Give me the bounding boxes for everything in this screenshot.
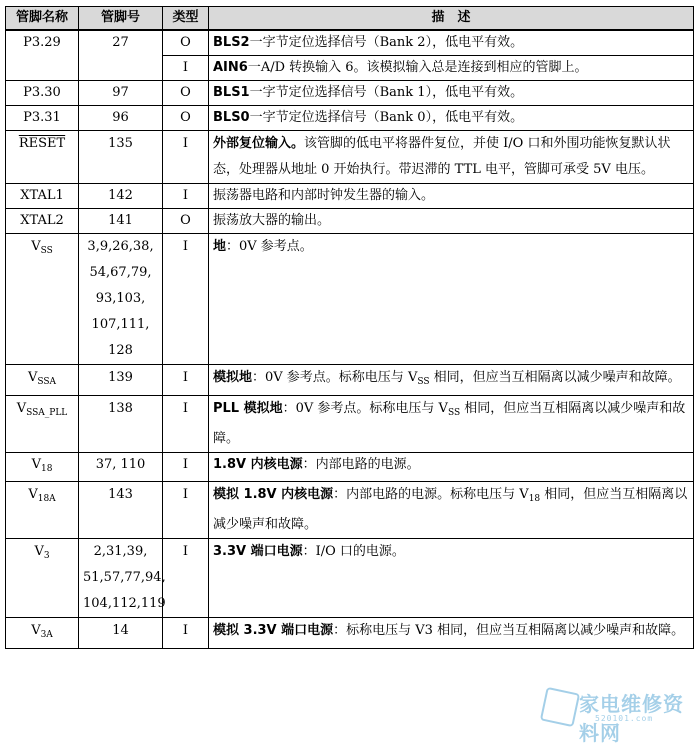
pin-name-sub: SS (40, 246, 53, 256)
desc-bold: 地 (213, 239, 227, 254)
pin-number: 143 (79, 482, 163, 539)
watermark-text: 家电维修资料网 (579, 692, 684, 745)
pin-type: I (163, 618, 209, 649)
pin-name-sub: 18A (37, 494, 56, 504)
pin-type: I (163, 56, 209, 81)
pin-type: O (163, 30, 209, 56)
pin-description (209, 131, 694, 184)
desc-sub: SS (417, 377, 430, 387)
pin-name-sub: 3A (40, 630, 53, 640)
pin-name-main: V (16, 401, 27, 416)
pin-description (209, 396, 694, 453)
pin-name-sub: 3 (43, 551, 50, 561)
pin-type: I (163, 539, 209, 618)
pin-number: 139 (79, 365, 163, 396)
pin-description (209, 539, 694, 618)
table-row (6, 482, 694, 539)
table-row (6, 30, 694, 56)
pin-number-line: 3,9,26,38, (87, 239, 154, 254)
pin-type: I (163, 396, 209, 453)
desc-text: ：0V 参考点。 (226, 239, 313, 254)
pin-number: 27 (79, 30, 163, 81)
pin-name-main: V (28, 487, 38, 502)
pin-number: 135 (79, 131, 163, 184)
pin-name: XTAL2 (6, 209, 79, 234)
pin-name-main: V (31, 457, 41, 472)
table-row (6, 396, 694, 453)
desc-text: ：内部电路的电源。标称电压与 V (333, 487, 529, 502)
pin-name: P3.30 (6, 81, 79, 106)
pin-description (209, 234, 694, 365)
pin-description (209, 618, 694, 649)
table-row (6, 81, 694, 106)
desc-sub: 18 (528, 494, 541, 504)
pin-number-line: 104,112,119 (83, 596, 166, 611)
pin-name (6, 234, 79, 365)
pin-description (209, 365, 694, 396)
header-type: 类型 (163, 7, 209, 31)
header-pin-name: 管脚名称 (6, 7, 79, 31)
pin-number: 142 (79, 184, 163, 209)
pin-number (79, 234, 163, 365)
pin-type: I (163, 365, 209, 396)
pin-number: 141 (79, 209, 163, 234)
desc-text: 一字节定位选择信号（Bank 0），低电平有效。 (249, 110, 524, 125)
pin-number-line: 93,103, (95, 291, 146, 306)
pin-number (79, 539, 166, 618)
pin-type: O (163, 106, 209, 131)
pin-number-line: 51,57,77,94, (83, 570, 166, 585)
pin-description (209, 106, 694, 131)
desc-bold: 外部复位输入。 (213, 136, 305, 151)
desc-bold: BLS1 (213, 85, 250, 100)
pin-number-line: 2,31,39, (93, 544, 148, 559)
pin-type: I (163, 482, 209, 539)
pin-number-line: 128 (108, 343, 133, 358)
desc-bold: BLS2 (213, 35, 250, 50)
table-row (6, 184, 694, 209)
pin-number-line: 107,111, (91, 317, 150, 332)
pin-description: 振荡放大器的输出。 (209, 209, 694, 234)
desc-text: 一字节定位选择信号（Bank 1），低电平有效。 (249, 85, 524, 100)
desc-bold: 3.3V 端口电源 (213, 544, 303, 559)
table-row (6, 234, 694, 365)
pin-number: 14 (79, 618, 163, 649)
pin-type: O (163, 81, 209, 106)
pin-name-sub: 18 (40, 464, 53, 474)
desc-text: ：0V 参考点。标称电压与 V (282, 401, 448, 416)
desc-text: 相同，但应当互相隔离以减少噪声和故障。 (429, 370, 681, 385)
desc-bold: BLS0 (213, 110, 250, 125)
pin-name: XTAL1 (6, 184, 79, 209)
header-description: 描 述 (209, 7, 694, 31)
table-row (6, 106, 694, 131)
desc-text: ：标称电压与 V3 相同，但应当互相隔离以减少噪声和故障。 (333, 623, 685, 638)
pin-name (6, 365, 79, 396)
pin-type: O (163, 209, 209, 234)
watermark-logo-icon (540, 687, 580, 727)
pin-description: 振荡器电路和内部时钟发生器的输入。 (209, 184, 694, 209)
pin-type: I (163, 234, 209, 365)
pin-name (6, 482, 79, 539)
pin-description (209, 482, 694, 539)
pin-number: 96 (79, 106, 163, 131)
desc-text: 该管脚的低电平将器件复位，并使 I/O 口和外围功能恢复默认状态，处理器从地址 0 开始执行。带迟滞的 TTL 电平，管脚可承受 5V 电压。 (213, 136, 671, 177)
header-pin-number: 管脚号 (79, 7, 163, 31)
pin-name-text: RESET (18, 136, 66, 151)
desc-text: 相同，但应当互相隔离以减少噪声和故障。 (213, 401, 686, 446)
pin-name: P3.29 (6, 30, 79, 81)
desc-bold: 1.8V 内核电源 (213, 457, 303, 472)
pin-name-sub: SSA (37, 377, 57, 387)
table-row (6, 618, 694, 649)
desc-text: 相同，但应当互相隔离以减少噪声和故障。 (213, 487, 688, 532)
desc-text: ：内部电路的电源。 (302, 457, 420, 472)
desc-text: 一字节定位选择信号（Bank 2），低电平有效。 (249, 35, 524, 50)
pin-name-main: V (27, 370, 38, 385)
pin-name (6, 618, 79, 649)
desc-sub: SS (447, 408, 461, 418)
pin-name-main: V (34, 544, 44, 559)
pin-name-main: V (31, 623, 41, 638)
pin-number: 37, 110 (79, 453, 163, 482)
desc-bold: AIN6 (213, 60, 248, 75)
table-row (6, 365, 694, 396)
watermark-url: 520101.com (595, 714, 654, 723)
pin-name (6, 453, 79, 482)
pin-type: I (163, 131, 209, 184)
pin-number-line: 54,67,79, (89, 265, 152, 280)
pin-number: 97 (79, 81, 163, 106)
table-header-row (6, 7, 694, 31)
pin-number: 138 (79, 396, 163, 453)
table-row (6, 539, 694, 618)
pin-description-table (5, 6, 694, 649)
desc-text: ：I/O 口的电源。 (302, 544, 405, 559)
desc-bold: 模拟地 (213, 370, 253, 385)
pin-description (209, 30, 694, 56)
pin-name (6, 539, 79, 618)
table-row (6, 131, 694, 184)
desc-text: 一A/D 转换输入 6。该模拟输入总是连接到相应的管脚上。 (247, 60, 588, 75)
desc-text: ：0V 参考点。标称电压与 V (252, 370, 418, 385)
desc-bold: 模拟 3.3V 端口电源 (213, 623, 334, 638)
pin-name (6, 131, 79, 184)
desc-bold: 模拟 1.8V 内核电源 (213, 487, 334, 502)
pin-description (209, 56, 694, 81)
watermark (543, 688, 693, 745)
pin-type: I (163, 453, 209, 482)
pin-name: P3.31 (6, 106, 79, 131)
pin-name (6, 396, 79, 453)
pin-name-main: V (31, 239, 41, 254)
pin-description (209, 453, 694, 482)
table-row (6, 453, 694, 482)
desc-bold: PLL 模拟地 (213, 401, 283, 416)
table-row (6, 209, 694, 234)
pin-name-sub: SSA_PLL (26, 408, 68, 418)
pin-description (209, 81, 694, 106)
pin-type: I (163, 184, 209, 209)
